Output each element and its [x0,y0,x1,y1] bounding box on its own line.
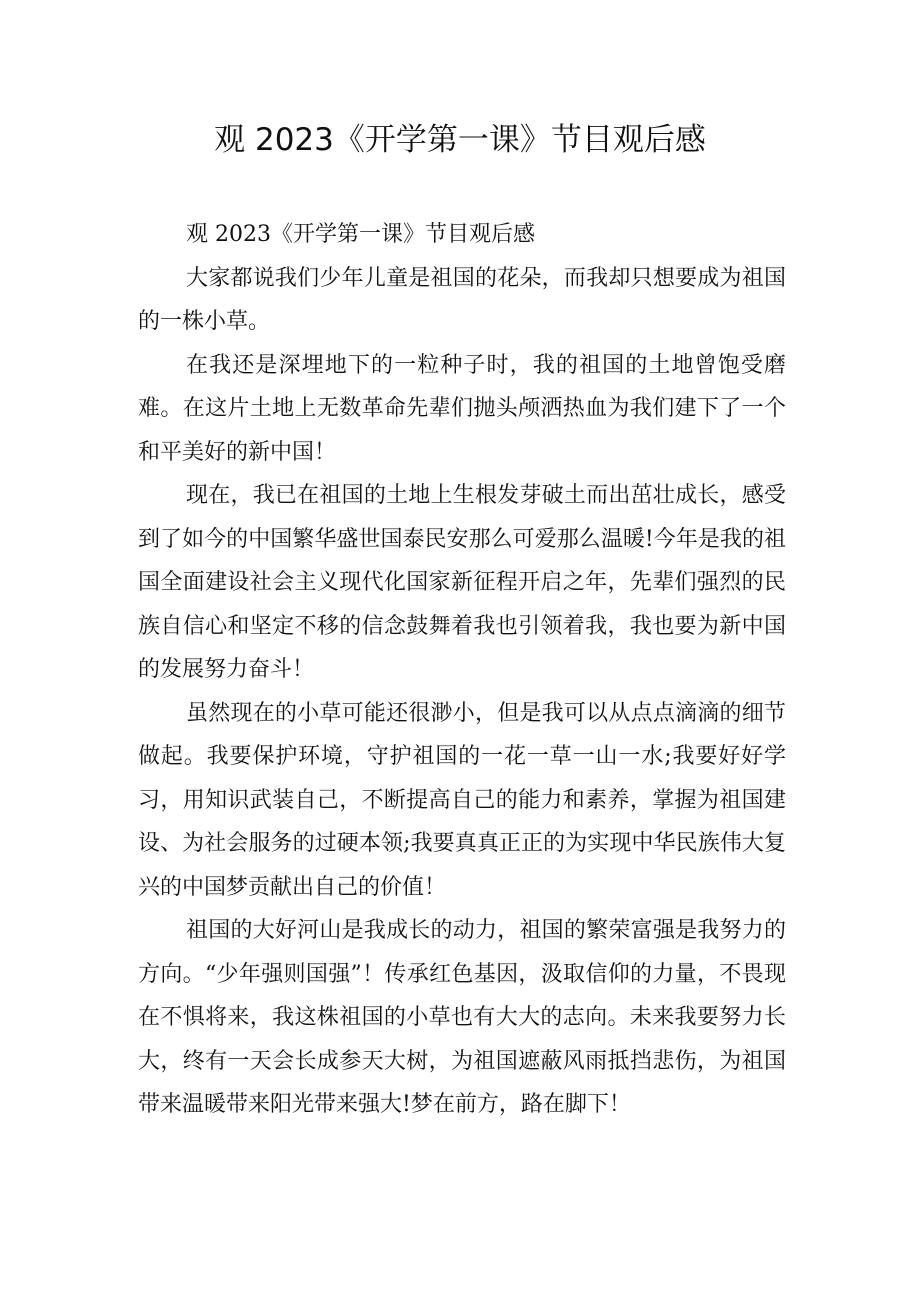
paragraph: 虽然现在的小草可能还很渺小，但是我可以从点点滴滴的细节做起。我要保护环境，守护祖国的一花一草一山一水;我要好好学习，用知识武装自己，不断提高自己的能力和素养，掌握为祖国建设、为社会服务的过硬本领;我要真真正正的为实现中华民族伟大复兴的中国梦贡献出自己的价值！ [138,700,786,900]
paragraph: 大家都说我们少年儿童是祖国的花朵，而我却只想要成为祖国的一株小草。 [138,265,786,334]
paragraph: 在我还是深埋地下的一粒种子时，我的祖国的土地曾饱受磨难。在这片土地上无数革命先辈们抛头颅洒热血为我们建下了一个和平美好的新中国！ [138,352,786,465]
paragraph: 现在，我已在祖国的土地上生根发芽破土而出茁壮成长，感受到了如今的中国繁华盛世国泰民安那么可爱那么温暖!今年是我的祖国全面建设社会主义现代化国家新征程开启之年，先辈们强烈的民族自信心和坚定不移的信念鼓舞着我也引领着我，我也要为新中国的发展努力奋斗！ [138,483,786,682]
document-body [138,213,786,1127]
paragraph: 祖国的大好河山是我成长的动力，祖国的繁荣富强是我努力的方向。“少年强则国强”！传承红色基因，汲取信仰的力量，不畏现在不惧将来，我这株祖国的小草也有大大的志向。未来我要努力长大，终有一天会长成参天大树，为祖国遮蔽风雨抵挡悲伤，为祖国带来温暖带来阳光带来强大!梦在前方，路在脚下！ [138,918,786,1117]
paragraph-subtitle: 观 2023《开学第一课》节目观后感 [186,222,535,247]
document-title: 观 2023《开学第一课》节目观后感 [214,122,706,158]
